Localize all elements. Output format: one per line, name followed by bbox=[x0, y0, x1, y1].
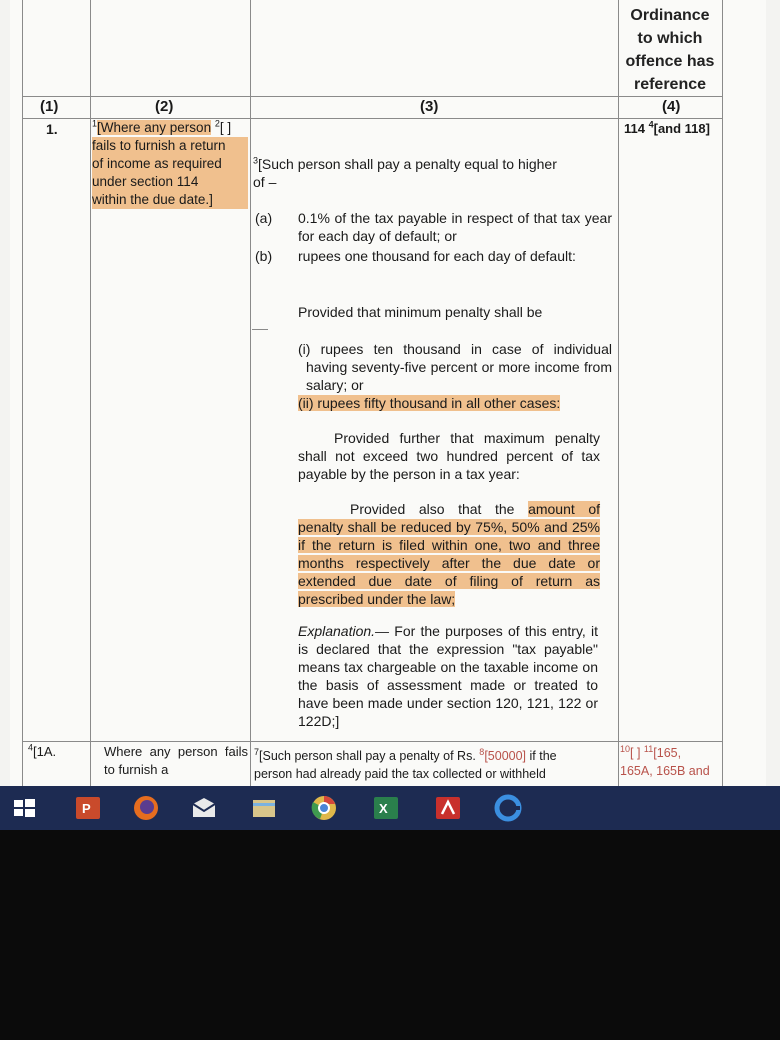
clause-b-label: (b) bbox=[255, 248, 273, 264]
clause-a-text: 0.1% of the tax payable in respect of that tax year for each day of default; or bbox=[298, 210, 612, 244]
edge-icon[interactable] bbox=[494, 794, 522, 822]
sub-clause-i: (i) rupees ten thousand in case of individual having seventy-five percent or more income from salary; or bbox=[298, 341, 612, 393]
windows-start-icon[interactable] bbox=[10, 794, 38, 822]
col3-number: (3) bbox=[420, 98, 439, 115]
document-page bbox=[10, 0, 766, 786]
row1-description: $^1$[Where any person $^2$[ ] fails to furnish a return of income as required under section 114 within the due date.] bbox=[92, 119, 248, 209]
col4-header: Ordinance to which offence has reference bbox=[625, 7, 715, 93]
row1a-penalty: $^7$[Such person shall pay a penalty of Rs. $^8$[50000] if the person had already paid the tax collected or withheld bbox=[254, 746, 557, 781]
row-number-1a: $^4$[1A. bbox=[28, 742, 57, 759]
col1-number: (1) bbox=[40, 98, 59, 115]
svg-text:X: X bbox=[379, 801, 388, 816]
proviso-3: Provided also that the amount of penalty shall be reduced by 75%, 50% and 25% if the return is filed within one, two and three months respectively after the due date or extended due date of filing of return as prescribed under the law; bbox=[298, 501, 601, 607]
powerpoint-icon[interactable] bbox=[74, 794, 102, 822]
monitor-bezel bbox=[0, 830, 780, 1040]
col2-number: (2) bbox=[155, 98, 174, 115]
chrome-icon[interactable] bbox=[310, 794, 338, 822]
svg-text:P: P bbox=[82, 801, 91, 816]
explanation: Explanation.— For the purposes of this entry, it is declared that the expression "tax payable" means tax chargeable on the taxable income on the basis of assessment made or treated to have been made under section 120, 121, 122 or 122D;] bbox=[298, 623, 598, 729]
row1-intro: $^3$[Such person shall pay a penalty equal to higher of – bbox=[253, 155, 557, 190]
clause-a-label: (a) bbox=[255, 210, 273, 226]
row-number: 1. bbox=[46, 121, 58, 137]
margin-dash bbox=[252, 329, 268, 330]
proviso-1: Provided that minimum penalty shall be bbox=[298, 304, 543, 320]
mail-icon[interactable] bbox=[190, 794, 218, 822]
file-explorer-icon[interactable] bbox=[250, 794, 278, 822]
grid-line bbox=[722, 0, 723, 786]
acrobat-icon[interactable] bbox=[434, 794, 462, 822]
row1a-section-reference: $^{10}$[ ] $^{11}$[165, 165A, 165B and bbox=[620, 743, 710, 778]
proviso-2: Provided further that maximum penalty shall not exceed two hundred percent of tax payable by the person in a tax year: bbox=[298, 430, 600, 482]
excel-icon[interactable] bbox=[372, 794, 400, 822]
row1a-description: Where any person fails to furnish a bbox=[104, 744, 248, 777]
taskbar bbox=[0, 786, 780, 830]
firefox-icon[interactable] bbox=[132, 794, 160, 822]
col4-number: (4) bbox=[662, 98, 681, 115]
sub-clause-ii: (ii) rupees fifty thousand in all other cases: bbox=[298, 395, 561, 411]
clause-b-text: rupees one thousand for each day of default: bbox=[298, 248, 576, 264]
row-rule bbox=[22, 741, 722, 742]
row1-section-reference: 114 $^4$[and 118] bbox=[624, 119, 710, 136]
header-rule bbox=[22, 96, 722, 97]
